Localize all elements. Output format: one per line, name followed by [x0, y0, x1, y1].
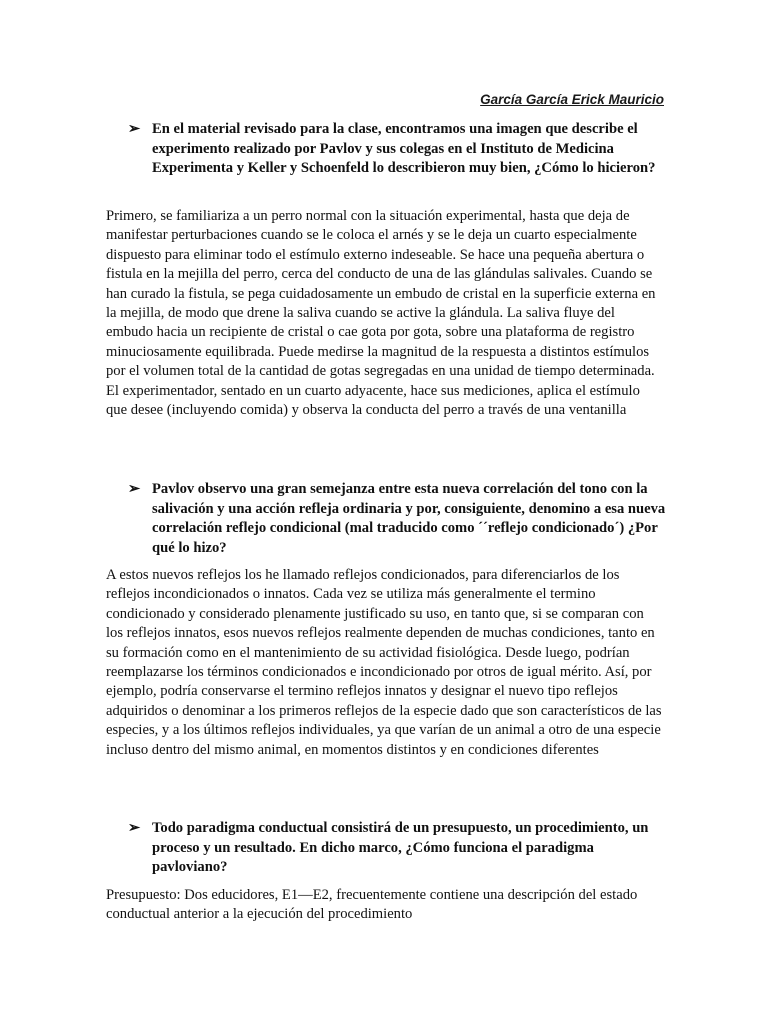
question-3-text: Todo paradigma conductual consistirá de un presupuesto, un procedimiento, un proceso y un resultado. En dicho marco, ¿Cómo funciona el paradigma pavloviano?	[152, 820, 649, 875]
arrow-bullet-icon: ➢	[128, 481, 141, 497]
question-2-text: Pavlov observo una gran semejanza entre esta nueva correlación del tono con la salivación y una acción refleja ordinaria y por, consiguiente, denomino a esa nueva correlación reflejo condicional (mal traducido como ´´reflejo condicionado´) ¿Por qué lo hizo?	[152, 481, 666, 556]
question-1-text: En el material revisado para la clase, encontramos una imagen que describe el experimento realizado por Pavlov y sus colegas en el Instituto de Medicina Experimenta y Keller y Schoenfeld lo describieron muy bien, ¿Cómo lo hicieron?	[152, 121, 656, 176]
answer-3: Presupuesto: Dos educidores, E1—E2, frecuentemente contiene una descripción del estado conductual anterior a la ejecución del procedimiento	[106, 887, 638, 923]
arrow-bullet-icon: ➢	[128, 121, 141, 137]
author-name: García García Erick Mauricio	[480, 92, 664, 107]
arrow-bullet-icon: ➢	[128, 820, 141, 836]
answer-2: A estos nuevos reflejos los he llamado reflejos condicionados, para diferenciarlos de los reflejos incondicionados o innatos. Cada vez se utiliza más generalmente el termino condicionado y considerado plenamente justificado su uso, en tanto que, si se comparan con los reflejos innatos, esos nuevos reflejos realmente dependen de muchas condiciones, tanto en su formación como en el mantenimiento de su actividad fisiológica. Desde luego, podrían reemplazarse los términos condicionados e incondicionado por otros de igual mérito. Así, por ejemplo, podría conservarse el termino reflejos innatos y designar el nuevo tipo reflejos adquiridos o denominar a los primeros reflejos de la especie dado que son característicos de las especies, y a los últimos reflejos individuales, ya que varían de un animal a otro de una especie incluso dentro del mismo animal, en momentos distintos y en condiciones diferentes	[106, 567, 662, 758]
answer-1: Primero, se familiariza a un perro normal con la situación experimental, hasta que deja de manifestar perturbaciones cuando se le coloca el arnés y se le deja un cuarto especialmente dispuesto para eliminar todo el estímulo externo indeseable. Se hace una pequeña abertura o fistula en la mejilla del perro, cerca del conducto de una de las glándulas salivales. Cuando se han curado la fistula, se pega cuidadosamente un embudo de cristal en la superficie externa en la mejilla, de modo que drene la saliva cuando se active la glándula. La saliva fluye del embudo hacia un recipiente de cristal o cae gota por gota, sobre una plataforma de registro minuciosamente equilibrada. Puede medirse la magnitud de la respuesta a distintos estímulos por el volumen total de la cantidad de gotas segregadas en una unidad de tiempo determinada. El experimentador, sentado en un cuarto adyacente, hace sus mediciones, aplica el estímulo que desee (incluyendo comida) y observa la conducta del perro a través de una ventanilla	[106, 208, 656, 419]
